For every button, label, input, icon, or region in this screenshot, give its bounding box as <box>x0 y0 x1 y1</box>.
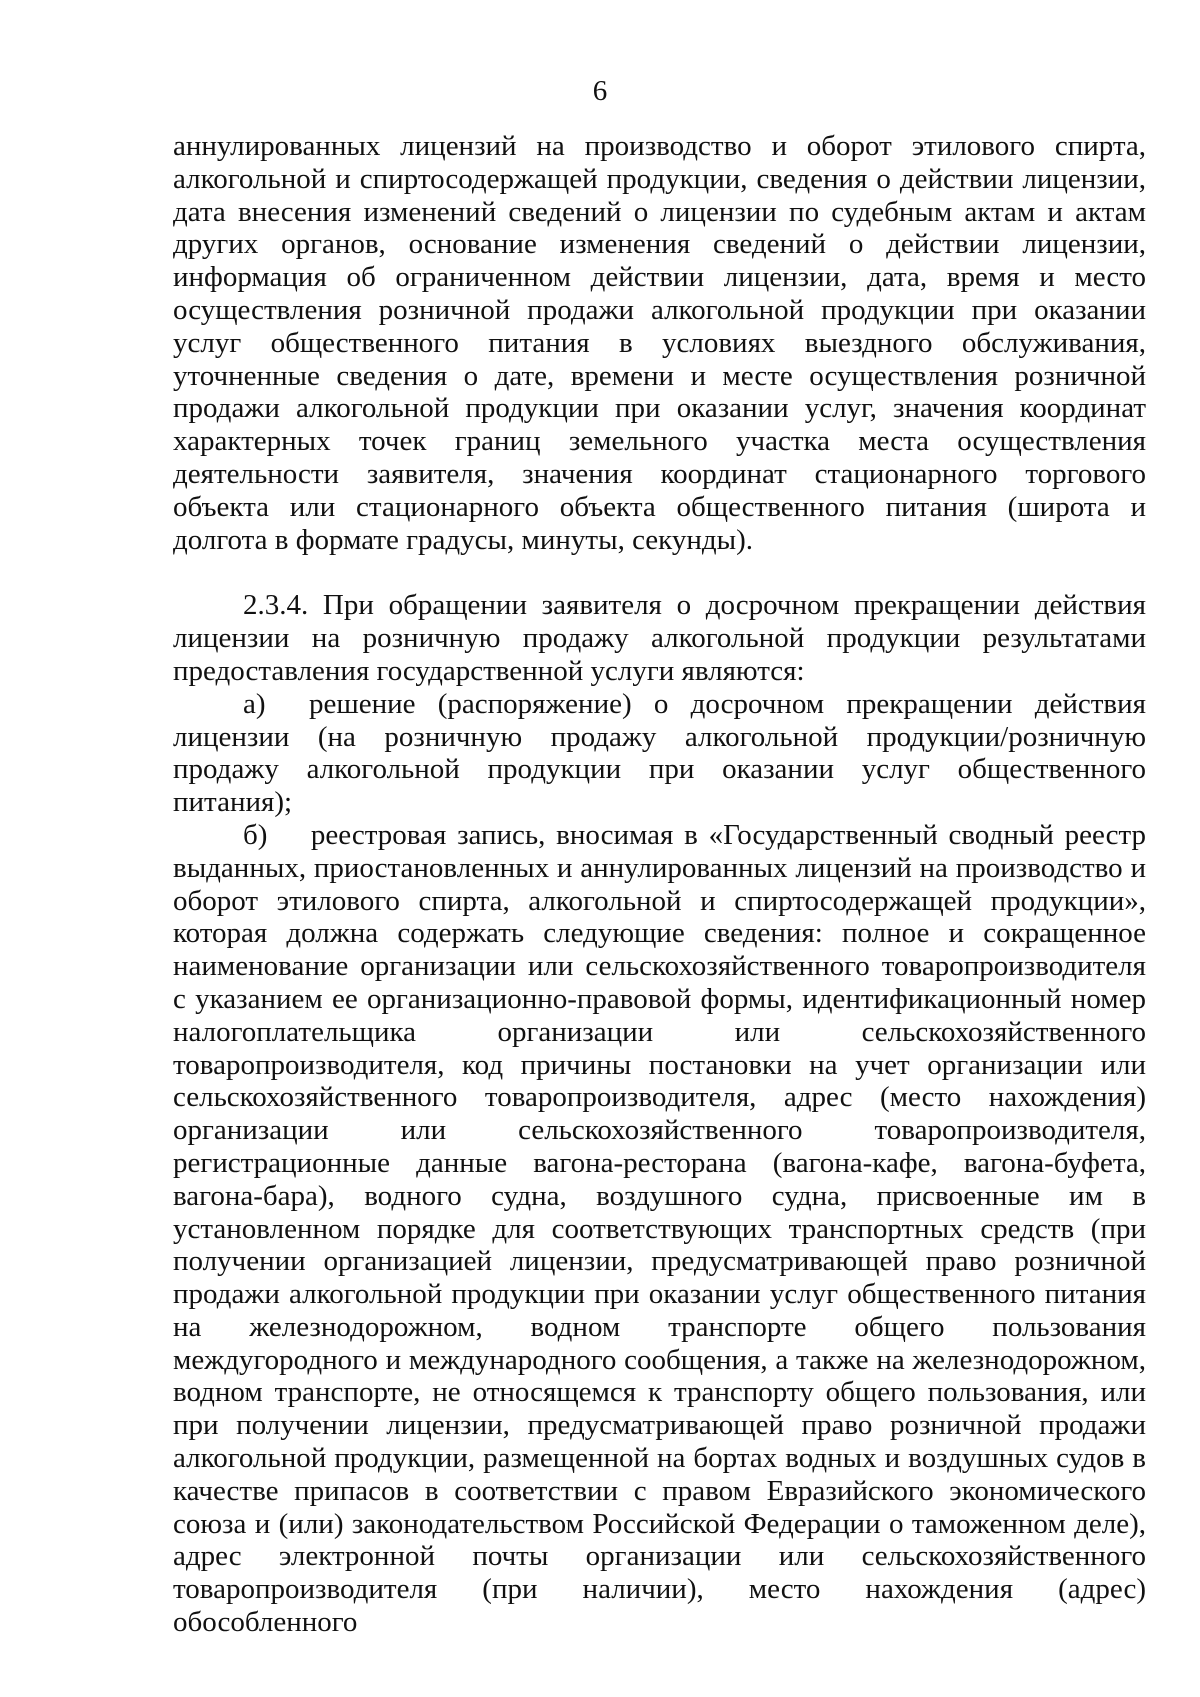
paragraph-2-3-4: 2.3.4. При обращении заявителя о досрочном прекращении действия лицензии на розничную продажу алкогольной продукции результатами предоставления государственной услуги являются: <box>173 589 1146 687</box>
list-item-b: б) реестровая запись, вносимая в «Государственный сводный реестр выданных, приостановленных и аннулированных лицензий на производство и оборот этилового спирта, алкогольной и спиртосодержащей продукции», которая должна содержать следующие сведения: полное и сокращенное наименование организации или сельскохозяйственного товаропроизводителя с указанием ее организационно-правовой формы, идентификационный номер налогоплательщика организации или сельскохозяйственного товаропроизводителя, код причины постановки на учет организации или сельскохозяйственного товаропроизводителя, адрес (место нахождения) организации или сельскохозяйственного товаропроизводителя, регистрационные данные вагона-ресторана (вагона-кафе, вагона-буфета, вагона-бара), водного судна, воздушного судна, присвоенные им в установленном порядке для соответствующих транспортных средств (при получении организацией лицензии, предусматривающей право розничной продажи алкогольной продукции при оказании услуг общественного питания на железнодорожном, водном транспорте общего пользования междугородного и международного сообщения, а также на железнодорожном, водном транспорте, не относящемся к транспорту общего пользования, или при получении лицензии, предусматривающей право розничной продажи алкогольной продукции, размещенной на бортах водных и воздушных судов в качестве припасов в соответствии с правом Евразийского экономического союза и (или) законодательством Российской Федерации о таможенном деле), адрес электронной почты организации или сельскохозяйственного товаропроизводителя (при наличии), место нахождения (адрес) обособленного <box>173 818 1146 1639</box>
list-item-a: а) решение (распоряжение) о досрочном прекращении действия лицензии (на розничную продажу алкогольной продукции/розничную продажу алкогольной продукции при оказании услуг общественного питания); <box>173 687 1146 819</box>
document-body <box>173 130 1146 1639</box>
page-number: 6 <box>592 75 608 107</box>
paragraph-continuation: аннулированных лицензий на производство и оборот этилового спирта, алкогольной и спиртосодержащей продукции, сведения о действии лицензии, дата внесения изменений сведений о лицензии по судебным актам и актам других органов, основание изменения сведений о действии лицензии, информация об ограниченном действии лицензии, дата, время и место осуществления розничной продажи алкогольной продукции при оказании услуг общественного питания в условиях выездного обслуживания, уточненные сведения о дате, времени и месте осуществления розничной продажи алкогольной продукции при оказании услуг, значения координат характерных точек границ земельного участка места осуществления деятельности заявителя, значения координат стационарного торгового объекта или стационарного объекта общественного питания (широта и долгота в формате градусы, минуты, секунды). <box>173 130 1146 556</box>
